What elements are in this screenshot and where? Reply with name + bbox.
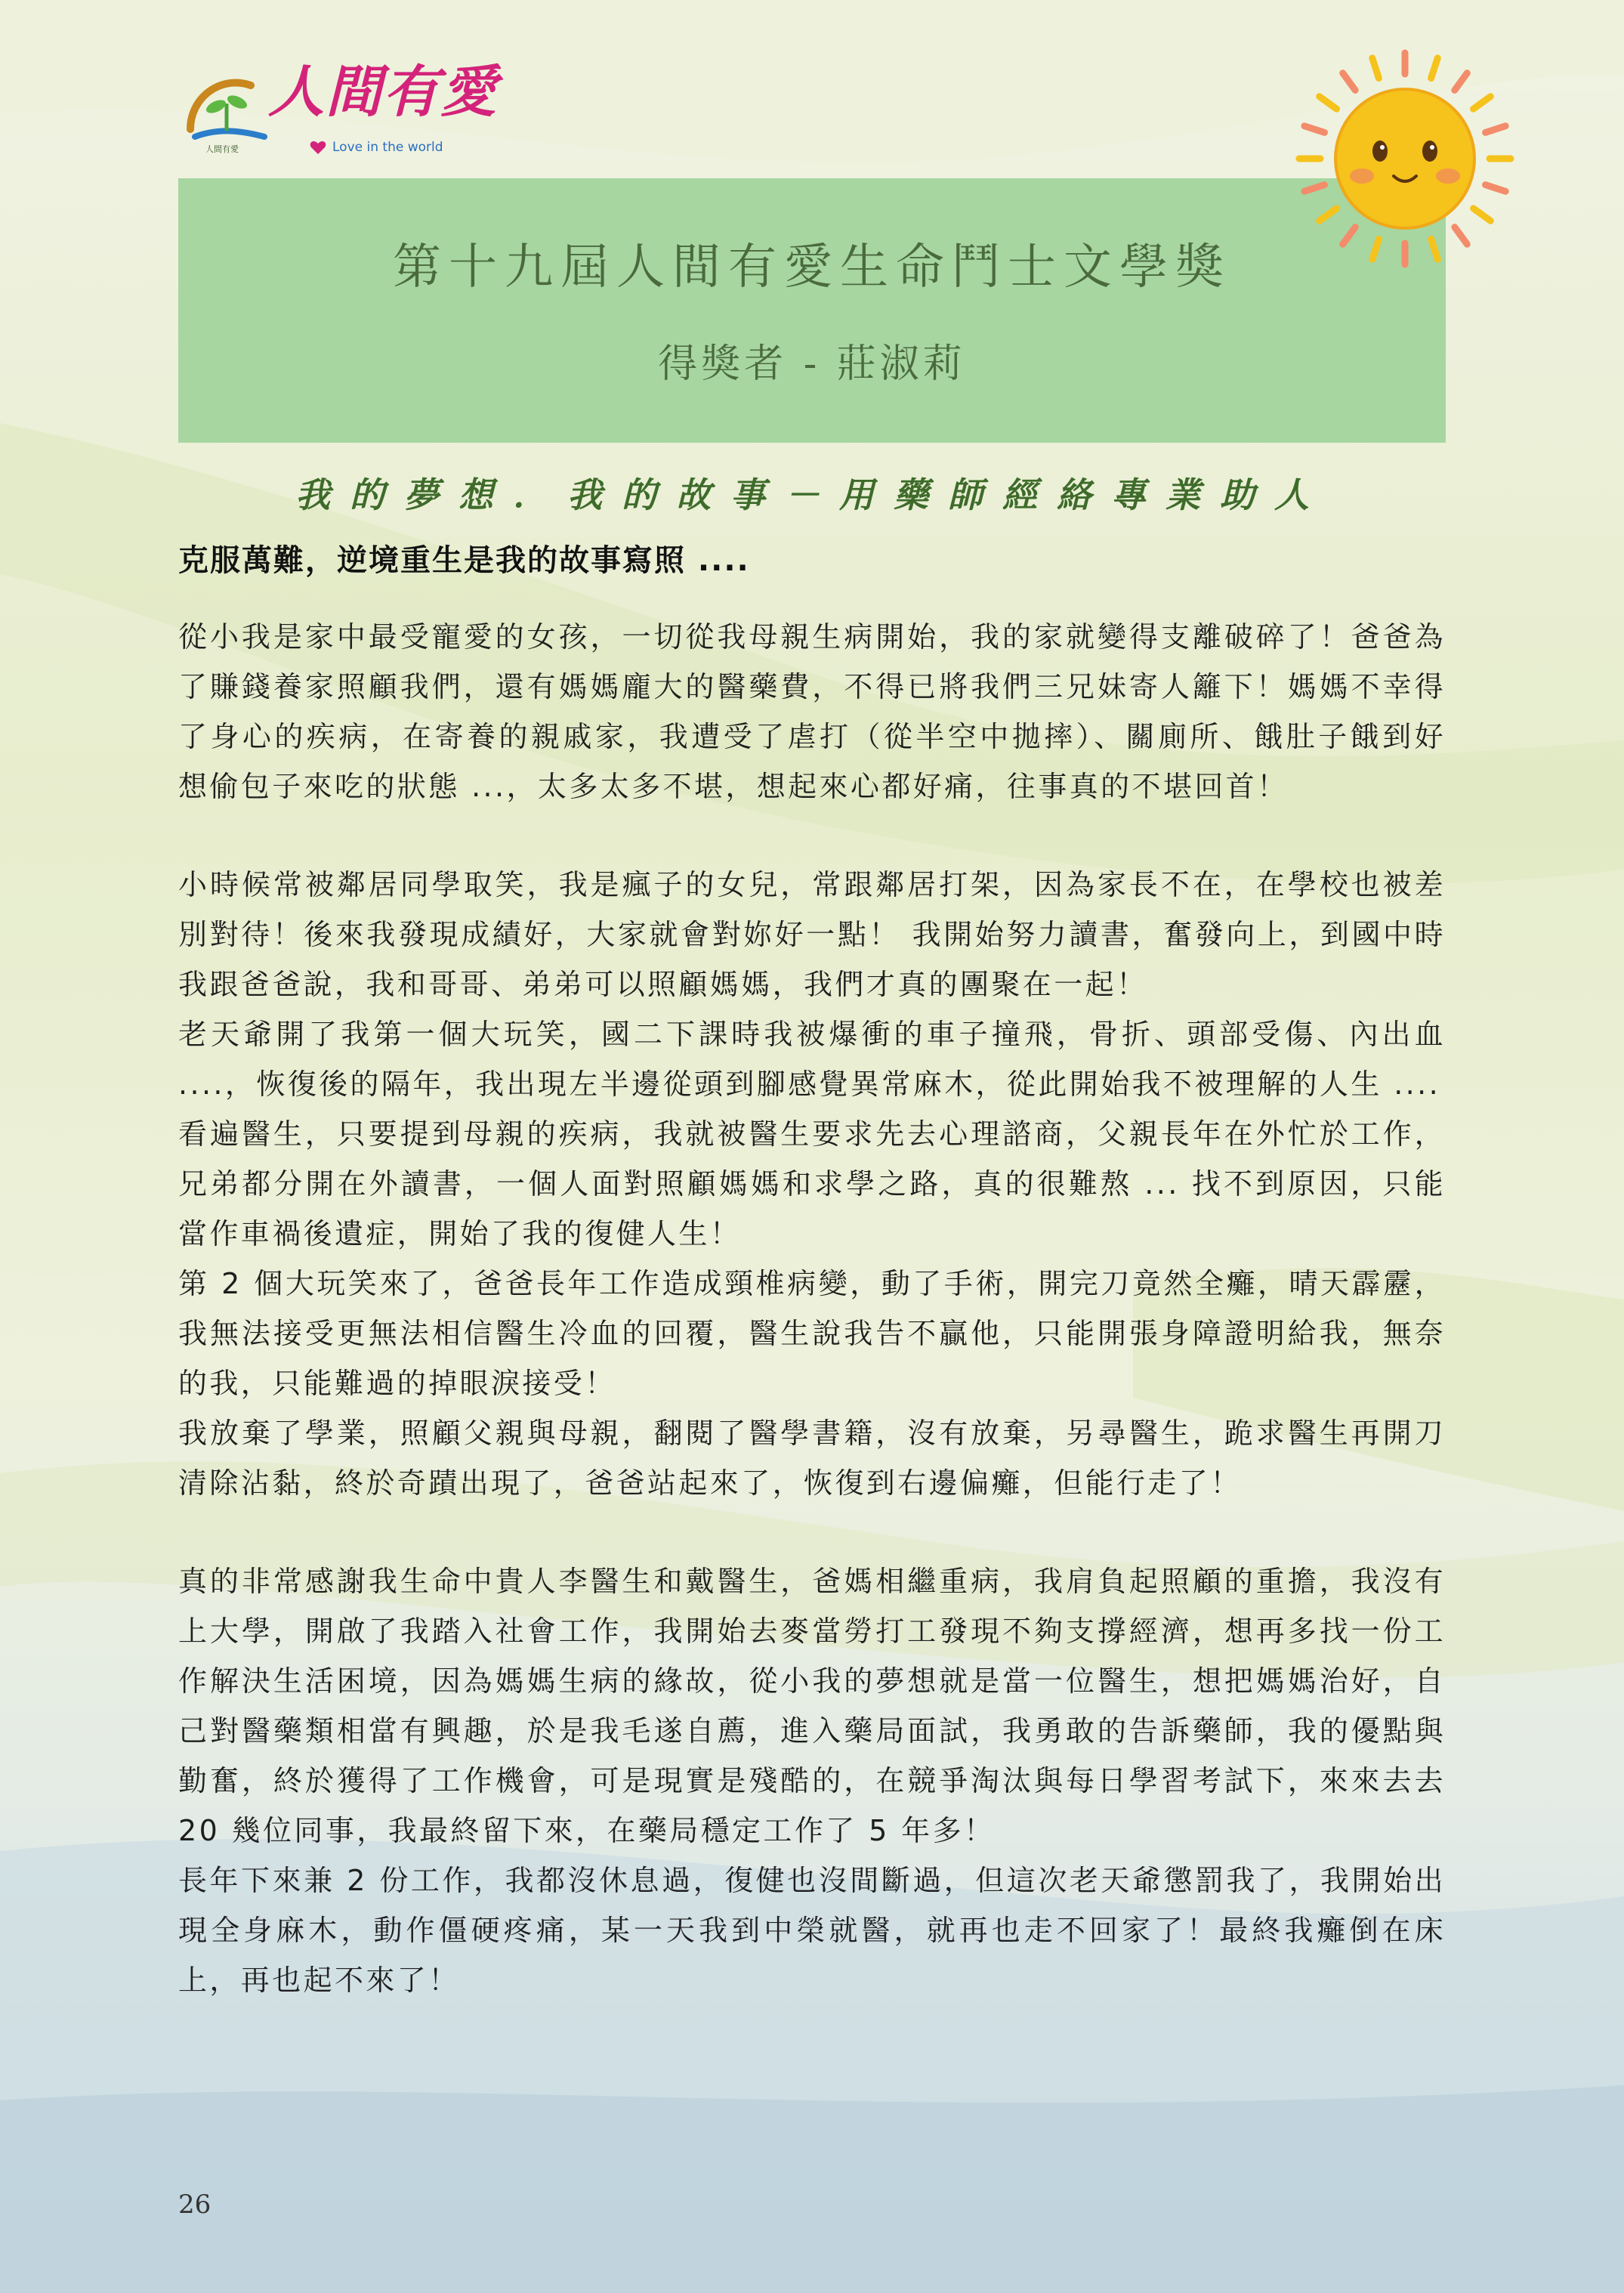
sun-ray <box>1372 239 1379 260</box>
brand-logo <box>181 60 499 170</box>
article-body <box>178 612 1446 2005</box>
sun-ray <box>1372 58 1379 79</box>
sun-ray <box>1304 126 1325 133</box>
sun-ray <box>1486 126 1506 133</box>
paragraph: 小時候常被鄰居同學取笑，我是瘋子的女兒，常跟鄰居打架，因為家長不在，在學校也被差別對待！後來我發現成績好，大家就會對妳好一點！ 我開始努力讀書，奮發向上，到國中時我跟爸爸說，我和哥哥、弟弟可以照顧媽媽，我們才真的團聚在一起！ <box>178 868 1446 1001</box>
sun-ray <box>1455 73 1467 91</box>
sun-ray <box>1320 97 1337 109</box>
sun-ray <box>1474 209 1491 221</box>
heart-icon <box>310 140 326 155</box>
article-lead: 克服萬難，逆境重生是我的故事寫照 .... <box>178 543 750 578</box>
page-number: 26 <box>178 2189 211 2220</box>
paragraph-gap <box>178 811 1446 860</box>
sun-ray <box>1431 58 1438 79</box>
award-title: 第十九屆人間有愛生命鬥士文學獎 <box>393 239 1231 295</box>
logo-subtitle: Love in the world <box>332 140 443 155</box>
sun-ray <box>1320 209 1337 221</box>
author-line: 得獎者 - 莊淑莉 <box>658 341 966 387</box>
sun-ray <box>1474 97 1491 109</box>
sun-ray <box>1343 227 1355 245</box>
sun-ray <box>1486 185 1506 192</box>
paragraph-gap <box>178 1508 1446 1556</box>
sun-ray <box>1304 185 1325 192</box>
sun-ray <box>1343 73 1355 91</box>
paragraph: 我放棄了學業，照顧父親與母親，翻閱了醫學書籍，沒有放棄，另尋醫生，跪求醫生再開刀清除沾黏，終於奇蹟出現了，爸爸站起來了，恢復到右邊偏癱，但能行走了！ <box>178 1417 1446 1500</box>
paragraph: 看遍醫生，只要提到母親的疾病，我就被醫生要求先去心理諮商，父親長年在外忙於工作，兄弟都分開在外讀書，一個人面對照顧媽媽和求學之路，真的很難熬 ... 找不到原因，只能當作車禍後遺症，開始了我的復健人生！ <box>178 1117 1446 1250</box>
sun-ray <box>1431 239 1438 260</box>
paragraph: 老天爺開了我第一個大玩笑，國二下課時我被爆衝的車子撞飛，骨折、頭部受傷、內出血 ....，恢復後的隔年，我出現左半邊從頭到腳感覺異常麻木，從此開始我不被理解的人生 .... <box>178 1018 1446 1101</box>
logo-mini-text: 人間有愛 <box>205 144 239 154</box>
sun-ray <box>1455 227 1467 245</box>
paragraph: 從小我是家中最受寵愛的女孩，一切從我母親生病開始，我的家就變得支離破碎了！爸爸為了賺錢養家照顧我們，還有媽媽龐大的醫藥費，不得已將我們三兄妹寄人籬下！媽媽不幸得了身心的疾病，在寄養的親戚家，我遭受了虐打（從半空中拋摔）、關廁所、餓肚子餓到好想偷包子來吃的狀態 ...，太多太多不堪，想起來心都好痛，往事真的不堪回首！ <box>178 620 1446 803</box>
paragraph: 第 2 個大玩笑來了，爸爸長年工作造成頸椎病變，動了手術，開完刀竟然全癱，晴天霹靂，我無法接受更無法相信醫生冷血的回覆，醫生說我告不贏他，只能開張身障證明給我，無奈的我，只能難過的掉眼淚接受！ <box>178 1267 1446 1400</box>
article-subtitle: 我的夢想．我的故事－用藥師經絡專業助人 <box>295 474 1329 515</box>
logo-title: 人間有愛 <box>268 60 498 125</box>
paragraph: 長年下來兼 2 份工作，我都沒休息過，復健也沒間斷過，但這次老天爺懲罰我了，我開始出現全身麻木，動作僵硬疼痛，某一天我到中榮就醫，就再也走不回家了！最終我癱倒在床上，再也起不來了！ <box>178 1864 1446 1997</box>
sun-icon <box>1288 42 1522 276</box>
title-banner <box>178 178 1446 443</box>
paragraph: 真的非常感謝我生命中貴人李醫生和戴醫生，爸媽相繼重病，我肩負起照顧的重擔，我沒有上大學，開啟了我踏入社會工作，我開始去麥當勞打工發現不夠支撐經濟，想再多找一份工作解決生活困境，因為媽媽生病的緣故，從小我的夢想就是當一位醫生，想把媽媽治好，自己對醫藥類相當有興趣，於是我毛遂自薦，進入藥局面試，我勇敢的告訴藥師，我的優點與勤奮，終於獲得了工作機會，可是現實是殘酷的，在競爭淘汰與每日學習考試下，來來去去 20 幾位同事，我最終留下來，在藥局穩定工作了 5 年多！ <box>178 1565 1446 1847</box>
